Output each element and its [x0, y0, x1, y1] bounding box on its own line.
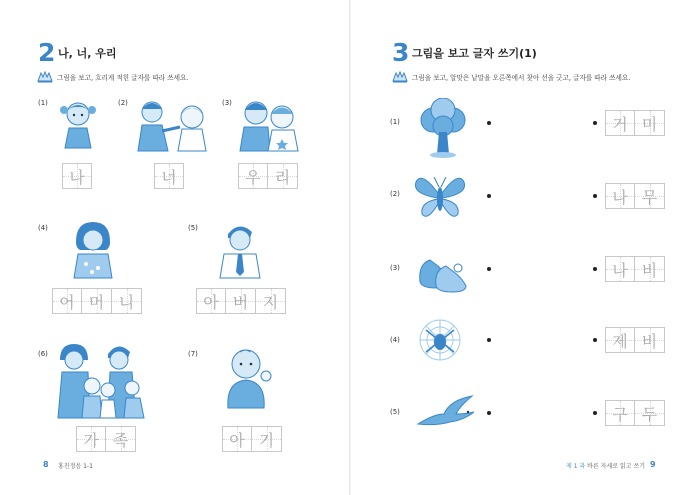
- trace-boxes: [605, 183, 665, 209]
- butterfly-icon: [412, 172, 468, 222]
- match-dot-left[interactable]: [487, 411, 491, 415]
- trace-box[interactable]: 니: [112, 288, 142, 314]
- match-dot-left[interactable]: [487, 121, 491, 125]
- match-dot-left[interactable]: [487, 194, 491, 198]
- match-dot-right[interactable]: [593, 338, 597, 342]
- trace-box[interactable]: 무: [635, 183, 665, 209]
- item-number: (5): [390, 408, 400, 416]
- pencil-hand-icon: [37, 71, 53, 83]
- trace-box[interactable]: 비: [635, 256, 665, 282]
- item-number: (1): [390, 118, 400, 126]
- trace-box[interactable]: 가: [76, 426, 106, 452]
- trace-box[interactable]: 구: [605, 400, 635, 426]
- item-number: (2): [390, 190, 400, 198]
- trace-box[interactable]: 버: [226, 288, 256, 314]
- instruction-text: 그림을 보고, 알맞은 낱말을 오른쪽에서 찾아 선을 긋고, 글자를 따라 쓰세요.: [412, 74, 631, 82]
- trace-box[interactable]: 거: [605, 110, 635, 136]
- trace-boxes: [605, 256, 665, 282]
- trace-box[interactable]: 리: [268, 163, 298, 189]
- right-page: [350, 0, 700, 495]
- trace-boxes: [605, 400, 665, 426]
- trace-boxes: [196, 288, 286, 314]
- trace-box[interactable]: 어: [52, 288, 82, 314]
- girl-illustration: [55, 98, 101, 150]
- spider-icon: [414, 316, 466, 364]
- item-number: (7): [188, 350, 198, 358]
- pencil-hand-icon: [392, 71, 408, 83]
- family-illustration: [52, 340, 152, 420]
- two-kids-illustration: [132, 97, 212, 153]
- section-title: 나, 너, 우리: [58, 47, 117, 60]
- page-number: 9: [650, 460, 656, 469]
- section-number: 3: [392, 38, 410, 67]
- trace-box[interactable]: 아: [222, 426, 252, 452]
- trace-box[interactable]: 미: [635, 110, 665, 136]
- item-number: (3): [222, 99, 232, 107]
- trace-box[interactable]: 두: [635, 400, 665, 426]
- trace-boxes: [605, 327, 665, 353]
- trace-boxes: [62, 163, 92, 189]
- match-dot-left[interactable]: [487, 267, 491, 271]
- item-number: (1): [38, 99, 48, 107]
- item-number: (4): [38, 224, 48, 232]
- section-number: 2: [38, 38, 56, 67]
- item-number: (2): [118, 99, 128, 107]
- trace-box[interactable]: 나: [605, 256, 635, 282]
- friends-illustration: [238, 97, 302, 153]
- trace-box[interactable]: 머: [82, 288, 112, 314]
- trace-box[interactable]: 너: [154, 163, 184, 189]
- trace-boxes: [52, 288, 142, 314]
- trace-box[interactable]: 아: [196, 288, 226, 314]
- trace-box[interactable]: 지: [256, 288, 286, 314]
- match-dot-right[interactable]: [593, 194, 597, 198]
- match-dot-right[interactable]: [593, 121, 597, 125]
- trace-box[interactable]: 기: [252, 426, 282, 452]
- trace-box[interactable]: 우: [238, 163, 268, 189]
- page-number: 8: [43, 460, 49, 469]
- trace-boxes: [605, 110, 665, 136]
- footer-chapter: [566, 461, 645, 470]
- section-title: 그림을 보고 글자 쓰기(1): [412, 47, 537, 60]
- match-dot-right[interactable]: [593, 411, 597, 415]
- footer-lesson-title: 바른 자세로 읽고 쓰기: [587, 463, 646, 470]
- trace-box[interactable]: 나: [62, 163, 92, 189]
- shoes-icon: [416, 248, 470, 296]
- footer-lesson: 제 1 과: [566, 463, 586, 470]
- instruction-text: 그림을 보고, 흐리게 적힌 글자를 따라 쓰세요.: [57, 74, 189, 82]
- item-number: (6): [38, 350, 48, 358]
- match-dot-left[interactable]: [487, 338, 491, 342]
- trace-box[interactable]: 족: [106, 426, 136, 452]
- item-number: (5): [188, 224, 198, 232]
- trace-boxes: [154, 163, 184, 189]
- footer-book-title: 홍진정음 1-1: [58, 463, 93, 470]
- father-illustration: [214, 220, 264, 280]
- trace-boxes: [238, 163, 298, 189]
- match-dot-right[interactable]: [593, 267, 597, 271]
- baby-illustration: [222, 346, 274, 412]
- mother-illustration: [68, 220, 118, 280]
- trace-boxes: [222, 426, 282, 452]
- trace-box[interactable]: 나: [605, 183, 635, 209]
- trace-box[interactable]: 비: [635, 327, 665, 353]
- swallow-icon: [414, 394, 478, 430]
- tree-icon: [418, 98, 468, 158]
- trace-box[interactable]: 제: [605, 327, 635, 353]
- item-number: (3): [390, 264, 400, 272]
- trace-boxes: [76, 426, 136, 452]
- item-number: (4): [390, 336, 400, 344]
